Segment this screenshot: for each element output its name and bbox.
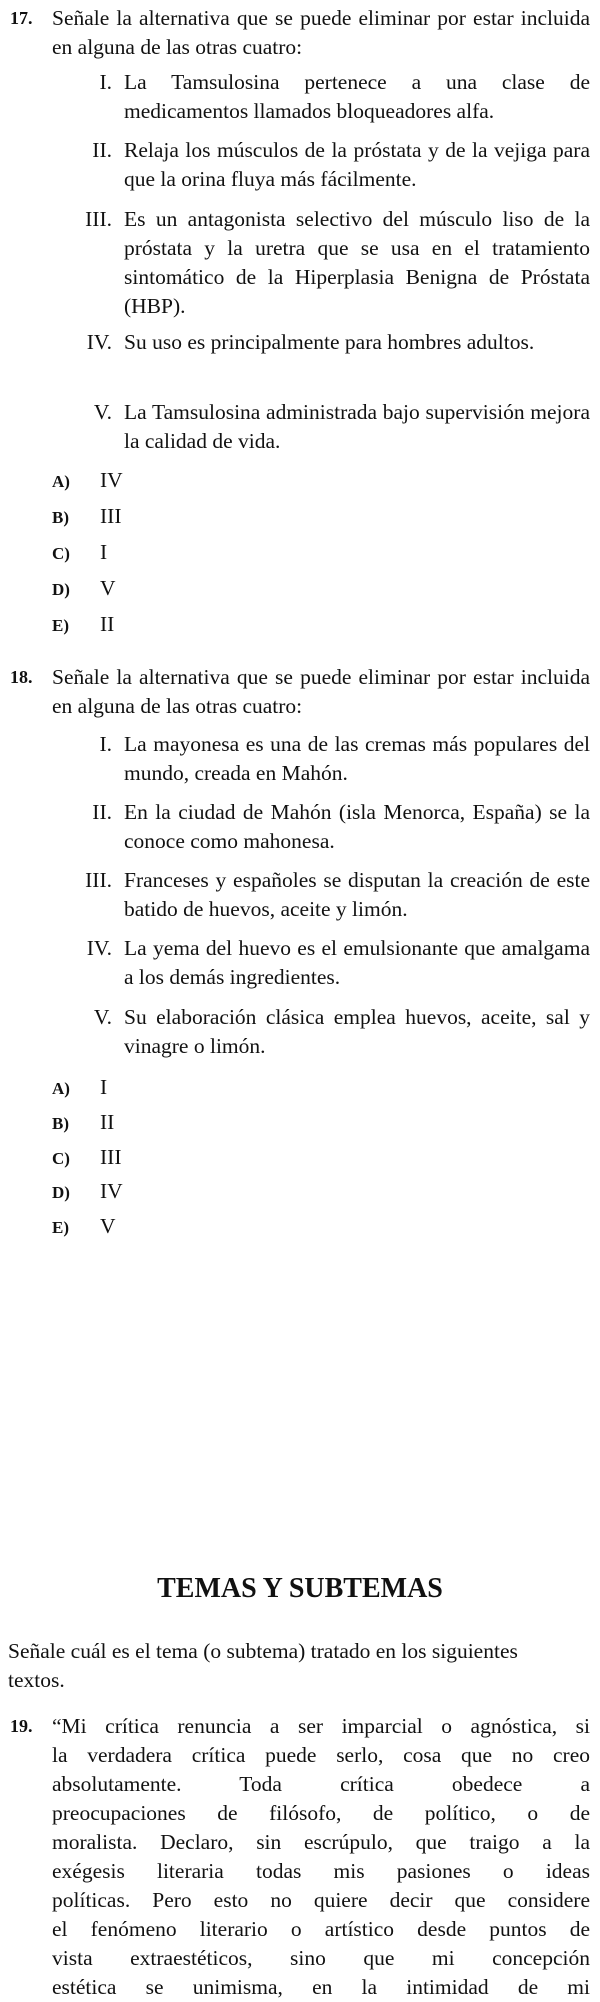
option-letter: C) <box>52 1149 70 1168</box>
roman-numeral: III. <box>85 207 112 231</box>
option-letter: A) <box>52 1079 70 1098</box>
section-instructions: Señale cuál es el tema (o subtema) tratado en los siguientes textos. <box>8 1639 518 1692</box>
passage-line: exégesis literaria todas mis pasiones o ideas <box>52 1859 590 1883</box>
roman-numeral: IV. <box>86 330 112 354</box>
statement-17-i <box>30 68 590 126</box>
statement-18-v <box>30 1003 590 1061</box>
roman-numeral: II. <box>92 138 112 162</box>
option-letter: B) <box>52 508 69 527</box>
statement-text: La mayonesa es una de las cremas más populares del mundo, creada en Mahón. <box>124 732 590 785</box>
question-17-prompt <box>10 4 590 62</box>
statement-text: En la ciudad de Mahón (isla Menorca, España) se la conoce como mahonesa. <box>124 800 590 853</box>
option-letter: A) <box>52 472 70 491</box>
option-value: III <box>100 1145 122 1169</box>
section-title: TEMAS Y SUBTEMAS <box>157 1573 443 1604</box>
option-17-d[interactable] <box>52 574 116 604</box>
passage-line: la verdadera crítica puede serlo, cosa que no creo <box>52 1743 590 1767</box>
statement-17-iii <box>30 205 590 321</box>
roman-numeral: III. <box>85 868 112 892</box>
roman-numeral: V. <box>93 1005 112 1029</box>
question-number: 18. <box>10 667 33 687</box>
option-value: V <box>100 1214 116 1238</box>
passage-line: estética se unimisma, en la intimidad de mi <box>52 1975 590 1999</box>
option-18-c[interactable] <box>52 1143 121 1173</box>
option-17-e[interactable] <box>52 610 114 640</box>
option-value: III <box>100 504 122 528</box>
statement-text: Es un antagonista selectivo del músculo liso de la próstata y la uretra que se usa en el tratamiento sintomático de la Hiperplasia Benigna de Próstata (HBP). <box>124 207 590 318</box>
passage-line: “Mi crítica renuncia a ser imparcial o agnóstica, si <box>52 1714 590 1738</box>
option-value: I <box>100 1075 108 1099</box>
statement-18-iii <box>30 866 590 924</box>
passage-line: preocupaciones de filósofo, de político, o de <box>52 1801 590 1825</box>
option-value: II <box>100 1110 115 1134</box>
option-value: IV <box>100 468 123 492</box>
statement-text: Su uso es principalmente para hombres adultos. <box>124 330 535 354</box>
statement-18-i <box>30 730 590 788</box>
roman-numeral: IV. <box>86 936 112 960</box>
statement-text: Franceses y españoles se disputan la creación de este batido de huevos, aceite y limón. <box>124 868 590 921</box>
option-17-a[interactable] <box>52 466 123 496</box>
statement-text: Su elaboración clásica emplea huevos, aceite, sal y vinagre o limón. <box>124 1005 590 1058</box>
option-letter: C) <box>52 544 70 563</box>
passage-line: vista extraestéticos, sino que mi concepción <box>52 1946 590 1970</box>
passage-line: absolutamente. Toda crítica obedece a <box>52 1772 590 1796</box>
statement-17-iv <box>30 328 590 357</box>
option-letter: D) <box>52 580 70 599</box>
statement-text: Relaja los músculos de la próstata y de la vejiga para que la orina fluya más fácilmente. <box>124 138 590 191</box>
statement-17-ii <box>30 136 590 194</box>
roman-numeral: II. <box>92 800 112 824</box>
question-text: Señale la alternativa que se puede eliminar por estar incluida en alguna de las otras cuatro: <box>52 665 590 718</box>
statement-text: La yema del huevo es el emulsionante que amalgama a los demás ingredientes. <box>124 936 590 989</box>
option-value: IV <box>100 1179 123 1203</box>
roman-numeral: I. <box>99 70 112 94</box>
question-text: Señale la alternativa que se puede eliminar por estar incluida en alguna de las otras cuatro: <box>52 6 590 59</box>
statement-text: La Tamsulosina pertenece a una clase de medicamentos llamados bloqueadores alfa. <box>124 70 590 123</box>
option-letter: D) <box>52 1183 70 1202</box>
option-18-e[interactable] <box>52 1212 116 1242</box>
statement-17-v <box>30 398 590 456</box>
question-number: 19. <box>10 1716 33 1736</box>
passage-line: políticas. Pero esto no quiere decir que considere <box>52 1888 590 1912</box>
roman-numeral: V. <box>93 400 112 424</box>
question-number: 17. <box>10 8 33 28</box>
option-value: I <box>100 540 108 564</box>
statement-text: La Tamsulosina administrada bajo supervisión mejora la calidad de vida. <box>124 400 590 453</box>
question-18-prompt <box>10 663 590 721</box>
option-18-b[interactable] <box>52 1108 114 1138</box>
option-18-d[interactable] <box>52 1177 123 1207</box>
statement-18-iv <box>30 934 590 992</box>
option-17-c[interactable] <box>52 538 107 568</box>
option-18-a[interactable] <box>52 1073 107 1103</box>
roman-numeral: I. <box>99 732 112 756</box>
option-value: V <box>100 576 116 600</box>
option-value: II <box>100 612 115 636</box>
option-letter: E) <box>52 616 69 635</box>
question-19-passage <box>52 1712 590 2002</box>
statement-18-ii <box>30 798 590 856</box>
option-letter: B) <box>52 1114 69 1133</box>
passage-line: el fenómeno literario o artístico desde puntos de <box>52 1917 590 1941</box>
option-17-b[interactable] <box>52 502 121 532</box>
passage-line: moralista. Declaro, sin escrúpulo, que traigo a la <box>52 1830 590 1854</box>
option-letter: E) <box>52 1218 69 1237</box>
